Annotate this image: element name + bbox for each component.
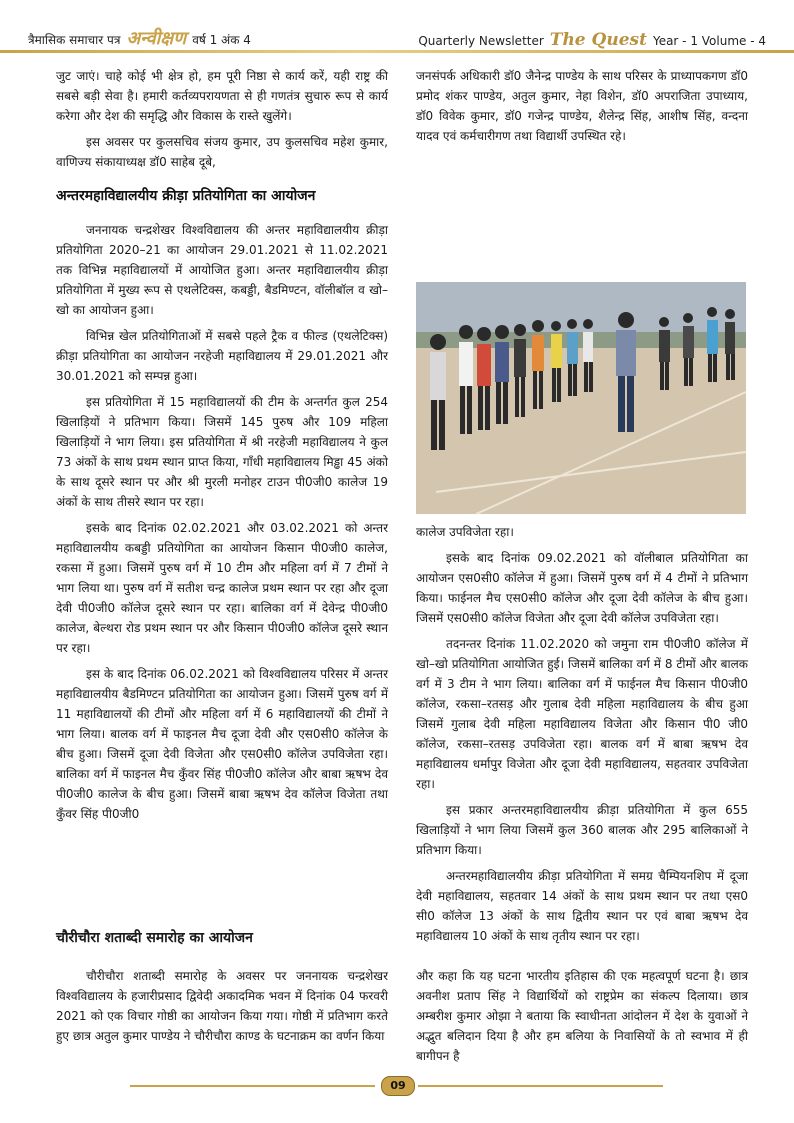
header-english: [418, 30, 794, 50]
section-title-chauri-chaura: चौरीचौरा शताब्दी समारोह का आयोजन: [56, 930, 253, 946]
right-paragraph: अन्तरमहाविद्यालयीय क्रीड़ा प्रतियोगिता में समग्र चैम्पियनशिप में दूजा देवी महाविद्यालय, सहतवार 14 अंकों के साथ प्रथम स्थान पर तथा एस0 सी0 कॉलेज 13 अंकों के साथ द्वितीय स्थान पर एवं बाबा ऋषभ देव महाविद्यालय 10 अंकों के साथ तृतीय स्थान पर रहा।: [416, 869, 748, 943]
bottom-paragraph: चौरीचौरा शताब्दी समारोह के अवसर पर जननायक चन्द्रशेखर विश्वविद्यालय के हजारीप्रसाद द्विवेदी अकादमिक भवन में दिनांक 04 फरवरी 2021 को एक विचार गोष्ठी का आयोजन किया गया। गोष्ठी में प्रतिभाग करते हुए छात्र अतुल कुमार पाण्डेय ने चौरीचौरा काण्ड के घटनाक्रम का वर्णन किया: [56, 969, 388, 1043]
left-paragraph: विभिन्न खेल प्रतियोगिताओं में सबसे पहले ट्रैक व फील्ड (एथलेटिक्स) क्रीड़ा प्रतियोगिता का आयोजन नरहेजी महाविद्यालय में 29.01.2021 और 30.01.2021 को सम्पन्न हुआ।: [56, 329, 388, 383]
right-column: [416, 66, 748, 943]
footer-rule-left: [130, 1085, 375, 1087]
header-hindi-brand: अन्वीक्षण: [126, 28, 187, 49]
right-paragraph: कालेज उपविजेता रहा।: [416, 525, 514, 539]
section-title-sports: अन्तरमहाविद्यालयीय क्रीड़ा प्रतियोगिता का आयोजन: [56, 188, 316, 204]
header-hindi: [28, 26, 251, 50]
left-paragraph: इस के बाद दिनांक 06.02.2021 को विश्वविद्यालय परिसर में अन्तर महाविद्यालयीय बैडमिण्टन प्रतियोगिता का आयोजन हुआ। जिसमें पुरुष वर्ग में 11 महाविद्यालयों की टीमों और महिला वर्ग में 6 महाविद्यालयों की टीमों ने भाग लिया। बालक वर्ग में फाइनल मैच दूजा देवी और एस0सी0 कॉलेज के बीच हुआ। जिसमें दूजा देवी विजेता और एस0सी0 कॉलेज उपविजेता रहा। बालिका वर्ग में फाइनल मैच कुँवर सिंह पी0जी0 कॉलेज और बाबा ऋषभ देव पी0जी0 कालेज के बीच हुआ। जिसमें बाबा ऋषभ देव कॉलेज विजेता तथा कुँवर सिंह पी0जी0: [56, 667, 388, 821]
header-hindi-issue: वर्ष 1 अंक 4: [192, 33, 251, 47]
left-paragraph: जुट जाएं। चाहे कोई भी क्षेत्र हो, हम पूरी निष्ठा से कार्य करें, यही राष्ट्र की सबसे बड़ी सेवा है। हमारी कर्तव्यपरायणता से ही गणतंत्र सुचारु रूप से कार्य करेगा और देश की समृद्धि और विकास के रास्ते खुलेंगे।: [56, 69, 388, 123]
bottom-left-column: [56, 966, 388, 1066]
left-column: [56, 66, 388, 908]
left-paragraph: जननायक चन्द्रशेखर विश्वविद्यालय की अन्तर महाविद्यालयीय क्रीड़ा प्रतियोगिता 2020–21 का आयोजन 29.01.2021 से 11.02.2021 तक विभिन्न महाविद्यालयों में आयोजित हुआ। अन्तर महाविद्यालयीय क्रीड़ा प्रतियोगिता में मुख्य रूप से एथलेटिक्स, कबड्डी, बैडमिण्टन, वॉलीबॉल व खो–खो का आयोजन हुआ।: [56, 223, 388, 317]
sports-photo: [416, 282, 746, 514]
header-english-brand: The Quest: [549, 30, 647, 50]
left-paragraph: इसके बाद दिनांक 02.02.2021 और 03.02.2021 को अन्तर महाविद्यालयीय कबड्डी प्रतियोगिता का आयोजन किसान पी0जी0 कालेज, रकसा में हुआ। जिसमें पुरुष वर्ग में 10 टीम और महिला वर्ग में 7 टीमों ने भाग लिया था। पुरुष वर्ग में सतीश चन्द्र कालेज प्रथम स्थान पर रहा और दूजा देवी पी0जी0 कॉलेज दूसरे स्थान पर रहा। बालिका वर्ग में देवेन्द्र पी0जी0 कालेज, बेल्थरा रोड प्रथम स्थान पर और किसान पी0जी0 कॉलेज दूसरे स्थान पर रहा।: [56, 521, 388, 655]
header-rule: [0, 50, 794, 53]
bottom-paragraph: और कहा कि यह घटना भारतीय इतिहास की एक महत्वपूर्ण घटना है। छात्र अवनीश प्रताप सिंह ने विद्यार्थियों को राष्ट्रप्रेम का संकल्प दिलाया। छात्र अम्बरीश कुमार ओझा ने बताया कि स्वाधीनता आंदोलन में देश के युवाओं ने अद्भुत बलिदान दिया है और हम बलिया के निवासियों के तो स्वभाव में ही बागीपन है: [416, 969, 748, 1063]
right-paragraph: तदनन्तर दिनांक 11.02.2020 को जमुना राम पी0जी0 कॉलेज में खो–खो प्रतियोगिता आयोजित हुई। जिसमें बालिका वर्ग में 8 टीमों और बालक वर्ग में 3 टीम ने भाग लिया। बालिका वर्ग में फाईनल मैच किसान पी0जी0 कॉलेज, रकसा–रतसड़ और गुलाब देवी महिला महाविद्यालय के बीच हुआ जिसमें गुलाब देवी महिला महाविद्यालय विजेता और किसान पी0 जी0 कॉलेज, रकसा–रतसड़ उपविजेता रहा। बालक वर्ग में बाबा ऋषभ देव महाविद्यालय धर्मापुर विजेता और दूजा देवी महाविद्यालय, सहतवार उपविजेता रहा।: [416, 637, 748, 791]
right-paragraph: जनसंपर्क अधिकारी डॉ0 जैनेन्द्र पाण्डेय के साथ परिसर के प्राध्यापकगण डॉ0 प्रमोद शंकर पाण्डेय, अतुल कुमार, नेहा विशेन, डॉ0 अपराजिता उपाध्याय, डॉ0 विवेक कुमार, डॉ0 गजेन्द्र पाण्डेय, शैलेन्द्र सिंह, आशीष सिंह, वन्दना यादव एवं कर्मचारीगण तथा विद्यार्थी उपस्थित रहे।: [416, 69, 748, 143]
page-header: [28, 22, 794, 50]
left-paragraph: इस प्रतियोगिता में 15 महाविद्यालयों की टीम के अन्तर्गत कुल 254 खिलाड़ियों ने प्रतिभाग किया। जिसमें 145 पुरुष और 109 महिला खिलाड़ियों ने भाग लिया। इस प्रतियोगिता में श्री नरहेजी महाविद्यालय ने कुल 73 अंकों के साथ प्रथम स्थान प्राप्त किया, गाँधी महाविद्यालय मिड्ढा 45 अंको के साथ दूसरे स्थान पर और श्री मुरली मनोहर टाउन पी0जी0 कालेज 19 अंकों के साथ तीसरे स्थान पर रहा।: [56, 395, 388, 509]
bottom-right-column: [416, 966, 748, 1066]
right-paragraph: इसके बाद दिनांक 09.02.2021 को वॉलीबाल प्रतियोगिता का आयोजन एस0सी0 कॉलेज में हुआ। जिसमें पुरुष वर्ग में 4 टीमों ने प्रतिभाग किया। फाईनल मैच एस0सी0 कॉलेज और दूजा देवी कॉलेज के बीच हुआ। जिसमें एस0सी0 कॉलेज विजेता और दूजा देवी कॉलेज उपविजेता रहा।: [416, 551, 748, 625]
right-paragraph: इस प्रकार अन्तरमहाविद्यालयीय क्रीड़ा प्रतियोगिता में कुल 655 खिलाड़ियों ने भाग लिया जिसमें कुल 360 बालक और 295 बालिकाओं ने प्रतिभाग किया।: [416, 803, 748, 857]
header-hindi-label: त्रैमासिक समाचार पत्र: [28, 33, 121, 47]
left-paragraph: इस अवसर पर कुलसचिव संजय कुमार, उप कुलसचिव महेश कुमार, वाणिज्य संकायाध्यक्ष डॉ0 साहेब दूबे,: [56, 135, 388, 169]
sports-photo-illustration: [416, 282, 746, 514]
header-english-issue: Year - 1 Volume - 4: [652, 34, 766, 48]
header-english-label: Quarterly Newsletter: [418, 34, 544, 48]
footer-rule-right: [418, 1085, 663, 1087]
page-number: 09: [381, 1076, 415, 1096]
